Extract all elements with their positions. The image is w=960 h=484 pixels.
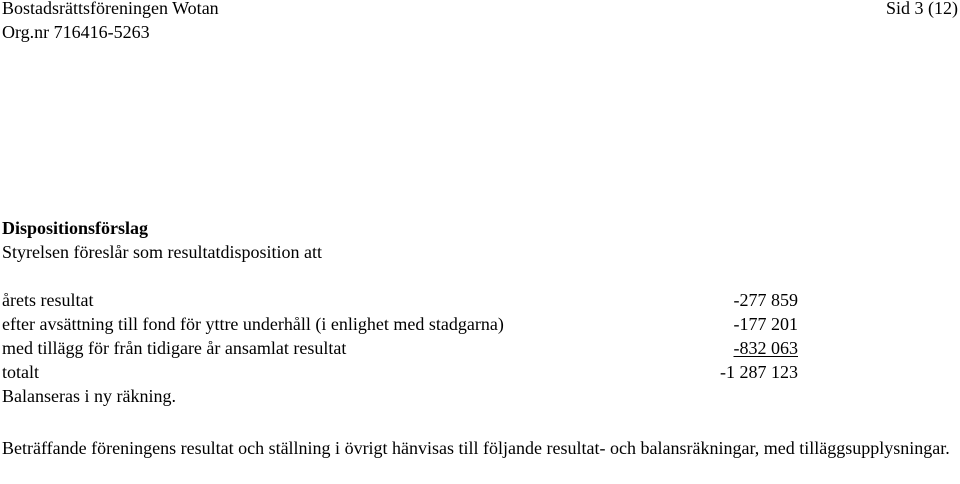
row-label: totalt xyxy=(2,362,39,382)
section-title: Dispositionsförslag xyxy=(2,218,149,238)
closing-statement: Balanseras i ny räkning. xyxy=(2,386,176,406)
row-label: efter avsättning till fond för yttre underhåll (i enlighet med stadgarna) xyxy=(2,314,504,334)
disposition-table xyxy=(2,288,798,384)
table-row xyxy=(2,360,798,384)
footnote-paragraph: Beträffande föreningens resultat och ställning i övrigt hänvisas till följande resultat- och balansräkningar, med tilläggsupplysningar. xyxy=(2,438,950,458)
page-indicator: Sid 3 (12) xyxy=(886,0,958,18)
row-value: -832 063 xyxy=(733,338,798,358)
row-value: -177 201 xyxy=(733,314,798,334)
row-value: -277 859 xyxy=(733,290,798,310)
table-row xyxy=(2,288,798,312)
section-intro: Styrelsen föreslår som resultatdisposition att xyxy=(2,242,322,262)
organization-name: Bostadsrättsföreningen Wotan xyxy=(2,0,219,18)
row-value: -1 287 123 xyxy=(720,362,798,382)
row-label: med tillägg för från tidigare år ansamlat resultat xyxy=(2,338,347,358)
row-label: årets resultat xyxy=(2,290,94,310)
organization-number: Org.nr 716416-5263 xyxy=(2,22,150,42)
table-row xyxy=(2,336,798,360)
table-row xyxy=(2,312,798,336)
